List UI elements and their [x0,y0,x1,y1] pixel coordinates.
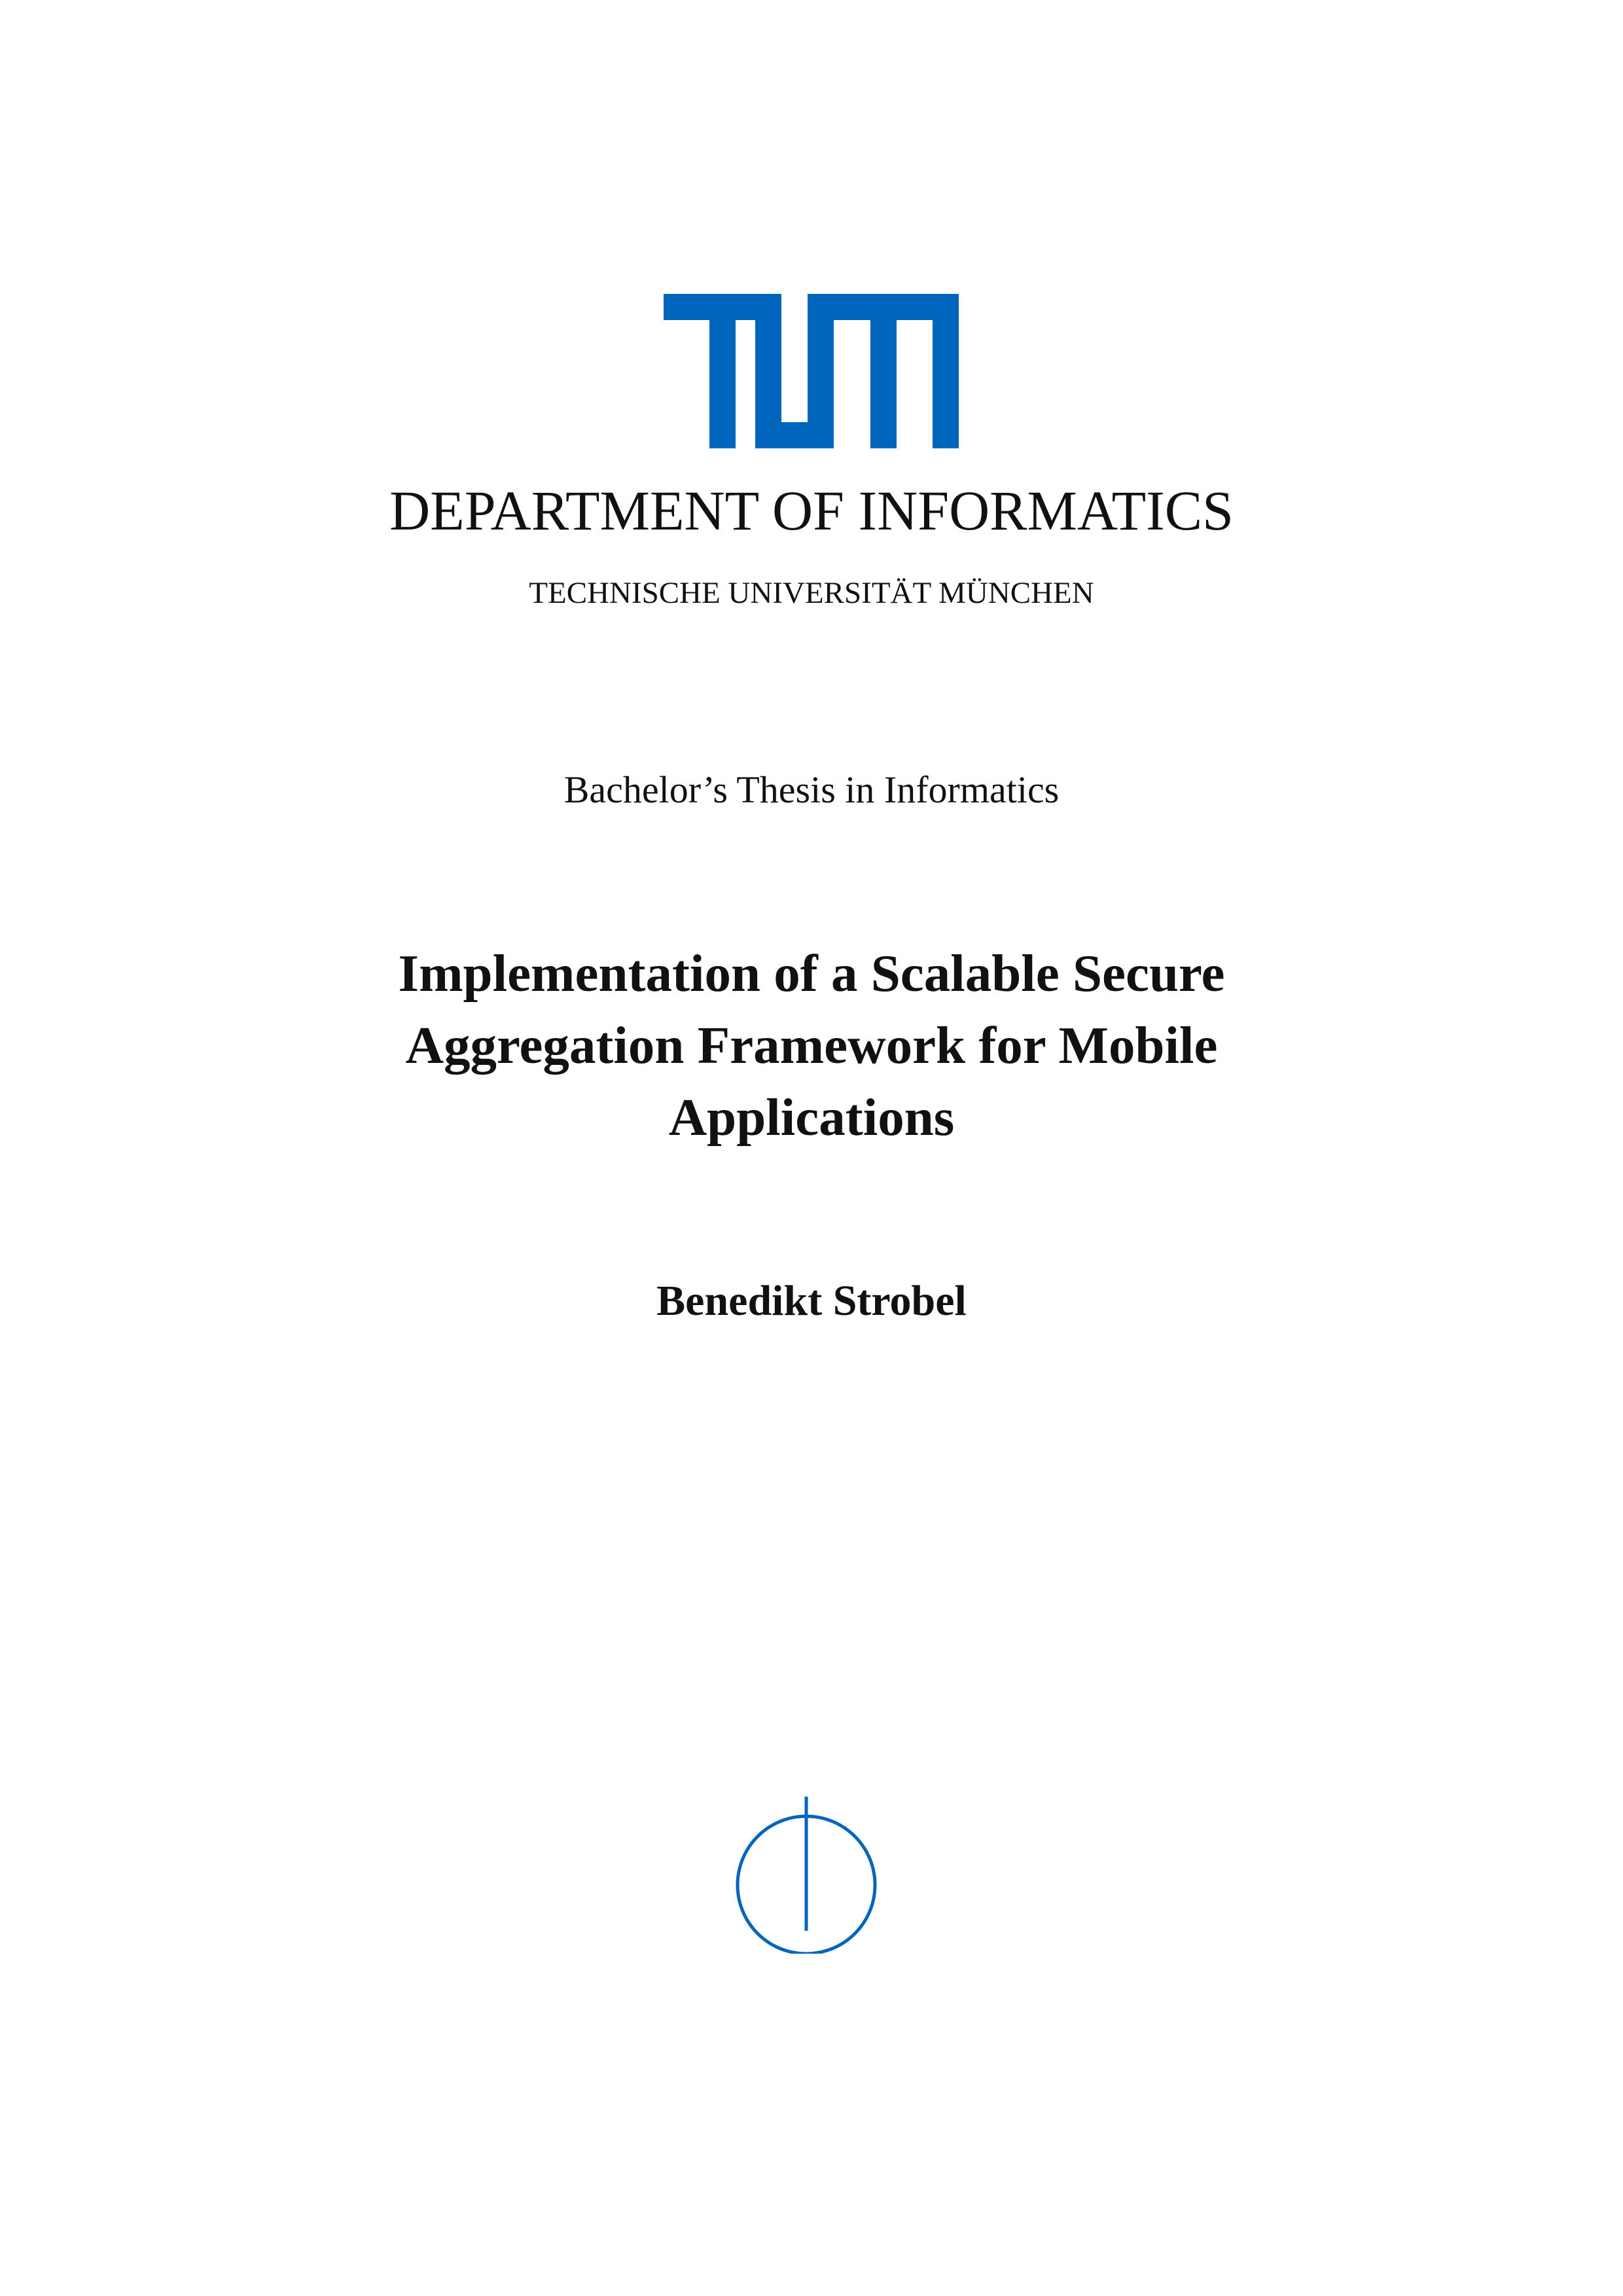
university-name: TECHNISCHE UNIVERSITÄT MÜNCHEN [529,576,1094,610]
department-name: DEPARTMENT OF INFORMATICS [389,479,1234,542]
department-seal-icon [734,1797,878,1954]
thesis-title-line: Applications [668,1088,955,1147]
thesis-title-line: Implementation of a Scalable Secure [398,944,1225,1003]
thesis-title [288,937,1335,1153]
author-name: Benedikt Strobel [656,1277,967,1325]
thesis-title-line: Aggregation Framework for Mobile [405,1016,1218,1075]
tum-logo-icon [664,294,959,448]
thesis-type: Bachelor’s Thesis in Informatics [563,768,1060,811]
